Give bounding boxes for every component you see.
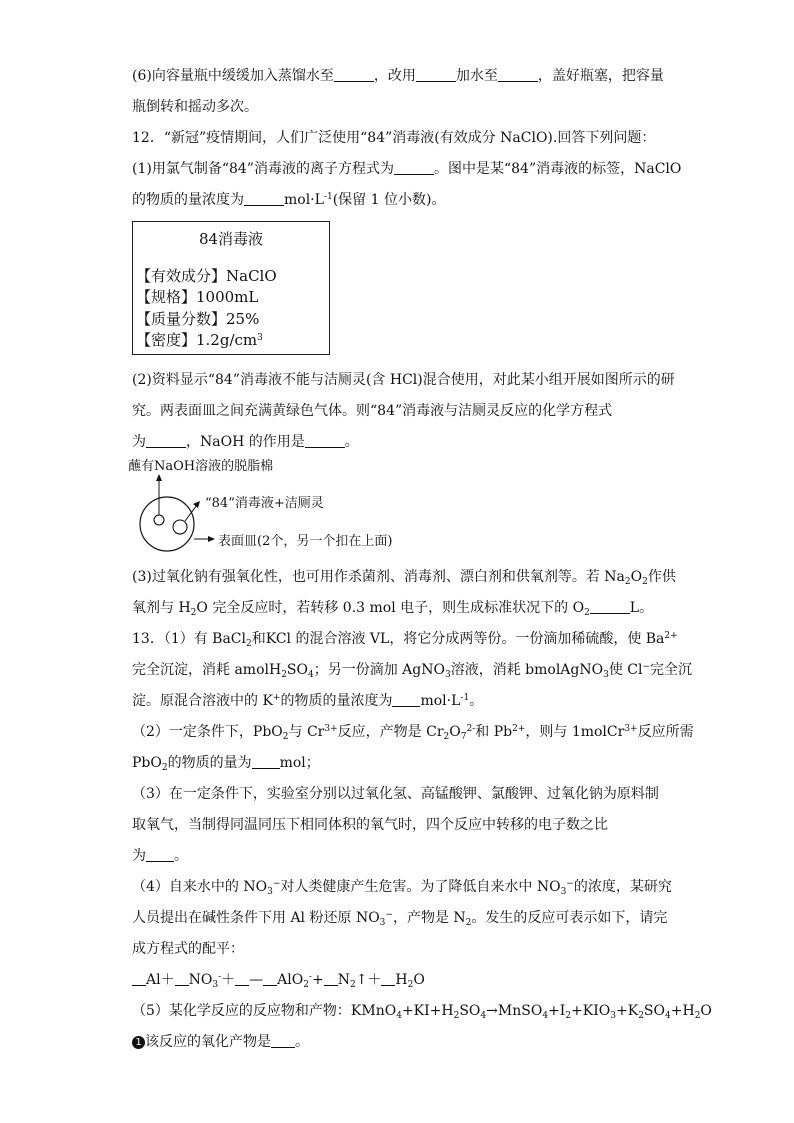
q13-p1-line1: 13．（1）有 BaCl$_2$和KCl 的混合溶液 VL，将它分成两等份。一份滴加稀硫酸，使 $Ba^{2+}$ [132,631,678,649]
text: 淀。原混合溶液中的 K [132,693,273,709]
answer-blank[interactable] [252,754,280,769]
text: 和KCl 的混合溶液 VL，将它分成两等份。一份滴加稀硫酸，使 Ba [251,631,665,647]
text: 。 [174,848,188,864]
q11-line2 [132,97,258,117]
q12-p3-line2: 氧剂与 $H_2O$ 完全反应时，若转移 0.3 mol 电子，则生成标准状况下的 $O_2$ L。 [132,600,654,618]
q12-p3-line1: (3)过氧化钠有强氧化性，也可用作杀菌剂、消毒剂、漂白剂和供氧剂等。若 $Na_2O_2$作供 [132,569,676,587]
coefficient-blank[interactable] [263,971,277,986]
text: （5）某化学反应的反应物和产物：KMnO [132,1003,397,1019]
text: 完全沉 [650,662,693,678]
text: ，盖好瓶塞，把容量 [537,68,664,84]
text: ，改用 [373,68,416,84]
q13-p2-line2: PbO$_2$的物质的量为 mol； [132,755,320,773]
text: ＋ [221,972,236,988]
answer-blank[interactable] [271,1033,295,1048]
text: (2)资料显示“84”消毒液不能与洁厕灵(含 HCl)混合使用，对此某小组开展如图所示的研 [132,372,675,388]
q13-p4-line2: 人员提出在碱性条件下用 Al 粉还原 $NO_3^-$，产物是 $N_2$。发生的反应可表示如下，请完 [132,910,668,928]
text: +H [670,1003,695,1019]
text: 反应，产物是 Cr [337,724,444,740]
text: N [337,972,350,988]
coefficient-blank[interactable] [175,971,189,986]
text: +KI+H [401,1003,454,1019]
text: 。 [344,434,359,450]
text: mol； [279,755,320,771]
text: 使 Cl [608,662,643,678]
text: AlO [277,972,304,988]
answer-blank[interactable] [305,433,345,448]
q13-p3-line3 [132,846,188,866]
text: SO [286,662,308,678]
text: SO [459,1003,481,1019]
q13-p3-line1 [132,784,659,804]
experiment-figure [125,450,425,560]
text: 。 [469,693,484,709]
q12-p2-line1 [132,370,675,390]
q13-p4-line3 [132,939,244,959]
text: ↑＋ [355,972,382,988]
arrow-head-mid [193,501,200,508]
figure-label-mixture: “84”消毒液+洁厕灵 [205,496,324,511]
q13-p5-line2 [132,1032,309,1052]
text: 为 [132,434,146,450]
text: 。 [295,1034,309,1050]
coefficient-blank[interactable] [235,971,249,986]
text: 的物质的量浓度为 [132,192,244,208]
q12-p1-line1 [132,159,681,179]
text: 对人类健康产生危害。为了降低自来水中 NO [280,879,561,895]
text: O [700,1003,712,1019]
label-row-ingredient: 【有效成分】NaClO [136,267,277,285]
text: +K [615,1003,639,1019]
answer-blank[interactable] [334,67,374,82]
text: +KIO [571,1003,611,1019]
cotton-circle [154,515,164,525]
text: mol·L [284,192,324,208]
q12-intro [132,128,655,148]
pointer-line-mid [185,505,197,521]
text: SO [643,1003,665,1019]
figure-label-cotton: 蘸有NaOH溶液的脱脂棉 [128,459,274,474]
text: 作供 [647,569,676,585]
text: 为 [132,848,146,864]
solution-circle [173,520,187,534]
text: L。 [629,600,654,616]
q13-equation: $Al+ NO_3^-+$ — $AlO_2^-+ N_2↑+ H_2O$ [132,970,425,990]
label-row-spec: 【规格】1000mL [136,288,259,306]
q13-p4-line1: （4）自来水中的 $NO_3^-$对人类健康产生危害。为了降低自来水中 $NO_3^-$的浓度，某研究 [132,879,672,897]
text: 氧剂与 H [132,600,191,616]
answer-blank[interactable] [394,160,434,175]
arrow-head-top [156,474,162,481]
text: 究。两表面皿之间充满黄绿色气体。则“84”消毒液与洁厕灵反应的化学方程式 [132,403,613,419]
text: 和 Pb [475,724,513,740]
text: 。发生的反应可表示如下，请完 [471,910,668,926]
answer-blank[interactable] [146,433,186,448]
coefficient-blank[interactable] [132,971,146,986]
answer-blank[interactable] [416,67,456,82]
q12-p1-line2: 的物质的量浓度为 $mol\cdot L^{-1}$(保留 1 位小数)。 [132,192,446,208]
answer-blank[interactable] [498,67,538,82]
text: 取氧气，当制得同温同压下相同体积的氧气时，四个反应中转移的电子数之比 [132,817,608,833]
text: 加水至 [455,68,498,84]
text: NO [188,972,213,988]
q11-line1 [132,66,664,86]
text: O 完全反应时，若转移 0.3 mol 电子，则生成标准状况下的 O [196,600,585,616]
q13-p3-line2 [132,815,608,835]
coefficient-blank[interactable] [381,971,395,986]
text: ；另一份滴加 AgNO [313,662,445,678]
text: 瓶倒转和摇动多次。 [132,99,258,115]
q13-p1-line2: 完全沉淀，消耗 $amolH_2SO_4$；另一份滴加 AgNO$_3$溶液，消耗 bmolAgNO$_3$使 Cl−完全沉 [132,662,693,680]
text: 该反应的氧化产物是 [145,1034,271,1050]
text: 的物质的量为 [167,755,252,771]
text: mol·L [420,693,461,709]
text: (1)用氯气制备“84”消毒液的离子方程式为 [132,161,394,177]
q13-p5-line1: （5）某化学反应的反应物和产物：$KMnO_4+KI+H_2SO_4\to MnSO_4+I_2+KIO_3+K_2SO_4+H_2O$ [132,1003,712,1021]
text: ，则与 1molCr [525,724,625,740]
arrow-head-bottom [208,536,215,542]
answer-blank[interactable] [590,599,630,614]
circled-number-icon: 1 [132,1036,145,1049]
text: (保留 1 位小数)。 [332,192,446,208]
text: （2）一定条件下，PbO [132,724,283,740]
answer-blank[interactable] [146,847,174,862]
text: →MnSO [486,1003,543,1019]
text: （3）在一定条件下，实验室分别以过氧化氢、高锰酸钾、氯酸钾、过氧化钠为原料制 [132,786,659,802]
label-row-mass-fraction: 【质量分数】25% [136,310,260,328]
text: 12．“新冠”疫情期间，人们广泛使用“84”消毒液(有效成分 NaClO).回答下列问题： [132,130,656,146]
text: Al＋ [146,972,175,988]
q13-p2-line1: （2）一定条件下，PbO$_2$与 $Cr^{3+}$反应，产物是 $Cr_2O_7^{2-}$和 $Pb^{2+}$，则与 1molCr$^{3+}$反应所需 [132,724,694,742]
text: — [249,972,264,988]
label-title: 84消毒液 [198,230,264,248]
disinfectant-label [132,221,330,355]
text: （4）自来水中的 NO [132,879,268,895]
q13-p1-line3: 淀。原混合溶液中的 K+的物质的量浓度为 $mol\cdot L^{-1}$。 [132,693,484,709]
text: 【密度】1.2g/cm [136,331,258,349]
q12-p2-line2 [132,401,612,421]
text: 人员提出在碱性条件下用 Al 粉还原 NO [132,910,380,926]
text: 溶液，消耗 bmolAgNO [450,662,604,678]
label-row-density: 【密度】$1.2g/cm^3$ [136,331,263,349]
text: 完全沉淀，消耗 amolH [132,662,282,678]
text: 成方程式的配平： [132,941,244,957]
text: (6)向容量瓶中缓缓加入蒸馏水至 [132,68,334,84]
text: ，NaOH 的作用是 [186,434,305,450]
answer-blank[interactable] [392,692,420,707]
text: 与 Cr [288,724,325,740]
text: +I [548,1003,566,1019]
figure-label-watch-glass: 表面皿(2个，另一个扣在上面) [218,534,393,549]
text: PbO [132,755,162,771]
text: 的浓度，某研究 [573,879,672,895]
text: 。图中是某“84”消毒液的标签，NaClO [433,161,682,177]
text: ，产物是 N [392,910,466,926]
text: 的物质的量浓度为 [280,693,393,709]
text: O [413,972,425,988]
coefficient-blank[interactable] [324,971,338,986]
text: H [395,972,408,988]
answer-blank[interactable] [244,191,284,206]
q12-p2-line3 [132,432,359,452]
text: 反应所需 [637,724,694,740]
text: 13．（1）有 BaCl [132,631,246,647]
text: (3)过氧化钠有强氧化性，也可用作杀菌剂、消毒剂、漂白剂和供氧剂等。若 Na [132,569,625,585]
